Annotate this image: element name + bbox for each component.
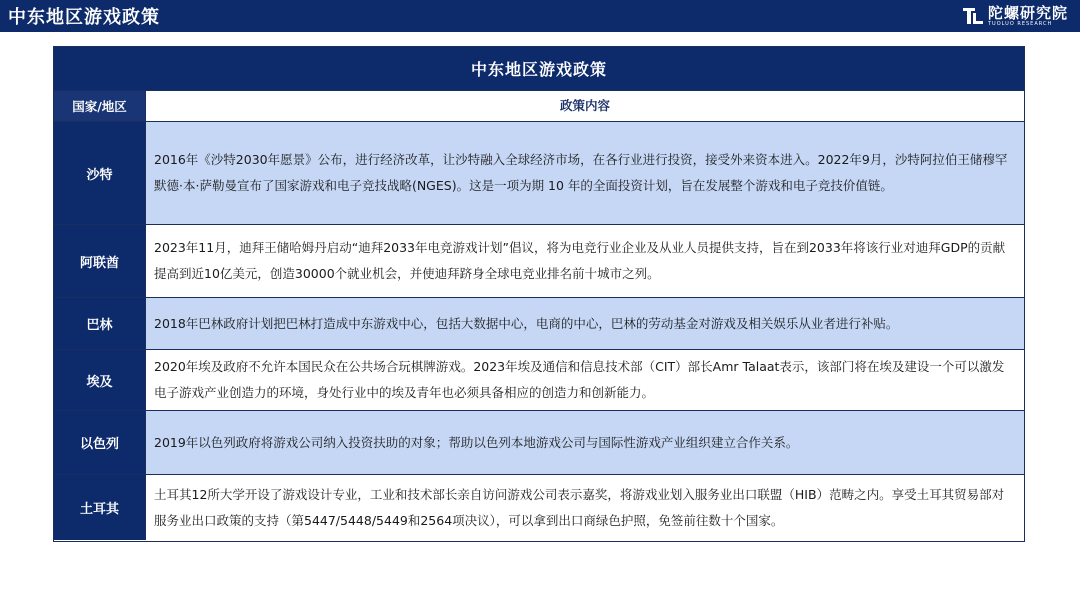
table-row	[54, 474, 1024, 540]
brand-logo	[962, 3, 1068, 27]
brand-name: 陀螺研究院	[987, 3, 1068, 22]
table-row	[54, 121, 1024, 224]
content-cell: 2018年巴林政府计划把巴林打造成中东游戏中心，包括大数据中心，电商的中心，巴林的劳动基金对游戏及相关娱乐从业者进行补贴。	[146, 298, 1024, 349]
page-title: 中东地区游戏政策	[8, 7, 160, 28]
content-cell: 土耳其12所大学开设了游戏设计专业，工业和技术部长亲自访问游戏公司表示嘉奖，将游戏业划入服务业出口联盟（HIB）范畴之内。享受土耳其贸易部对服务业出口政策的支持（第5447/5448/5449和2564项决议），可以拿到出口商绿色护照，免签前往数十个国家。	[146, 475, 1024, 540]
content-cell: 2019年以色列政府将游戏公司纳入投资扶助的对象；帮助以色列本地游戏公司与国际性游戏产业组织建立合作关系。	[146, 411, 1024, 474]
content-cell: 2020年埃及政府不允许本国民众在公共场合玩棋牌游戏。2023年埃及通信和信息技术部（CIT）部长Amr Talaat表示，该部门将在埃及建设一个可以激发电子游戏产业创造力的环境，身处行业中的埃及青年也必须具备相应的创造力和创新能力。	[146, 350, 1024, 410]
table-header-row	[54, 90, 1024, 121]
country-cell: 以色列	[54, 411, 146, 474]
brand-mark-icon	[962, 6, 984, 26]
table-row	[54, 297, 1024, 349]
content-cell: 2016年《沙特2030年愿景》公布，进行经济改革，让沙特融入全球经济市场，在各行业进行投资，接受外来资本进入。2022年9月，沙特阿拉伯王储穆罕默德·本·萨勒曼宣布了国家游戏和电子竞技战略(NGES)。这是一项为期 10 年的全面投资计划，旨在发展整个游戏和电子竞技价值链。	[146, 122, 1024, 224]
table-row	[54, 349, 1024, 410]
country-cell: 土耳其	[54, 475, 146, 540]
brand-sub: TUOLUO RESEARCH	[987, 20, 1053, 27]
column-header-content: 政策内容	[146, 91, 1024, 121]
content-cell: 2023年11月，迪拜王储哈姆丹启动“迪拜2033年电竞游戏计划”倡议，将为电竞行业企业及从业人员提供支持，旨在到2033年将该行业对迪拜GDP的贡献提高到近10亿美元，创造30000个就业机会，并使迪拜跻身全球电竞业排名前十城市之列。	[146, 225, 1024, 297]
policy-table	[53, 46, 1025, 542]
column-header-country: 国家/地区	[54, 91, 146, 121]
country-cell: 沙特	[54, 122, 146, 224]
country-cell: 埃及	[54, 350, 146, 410]
table-row	[54, 224, 1024, 297]
country-cell: 阿联酋	[54, 225, 146, 297]
country-cell: 巴林	[54, 298, 146, 349]
table-title: 中东地区游戏政策	[54, 47, 1024, 90]
table-row	[54, 410, 1024, 474]
header-bar	[0, 0, 1080, 32]
